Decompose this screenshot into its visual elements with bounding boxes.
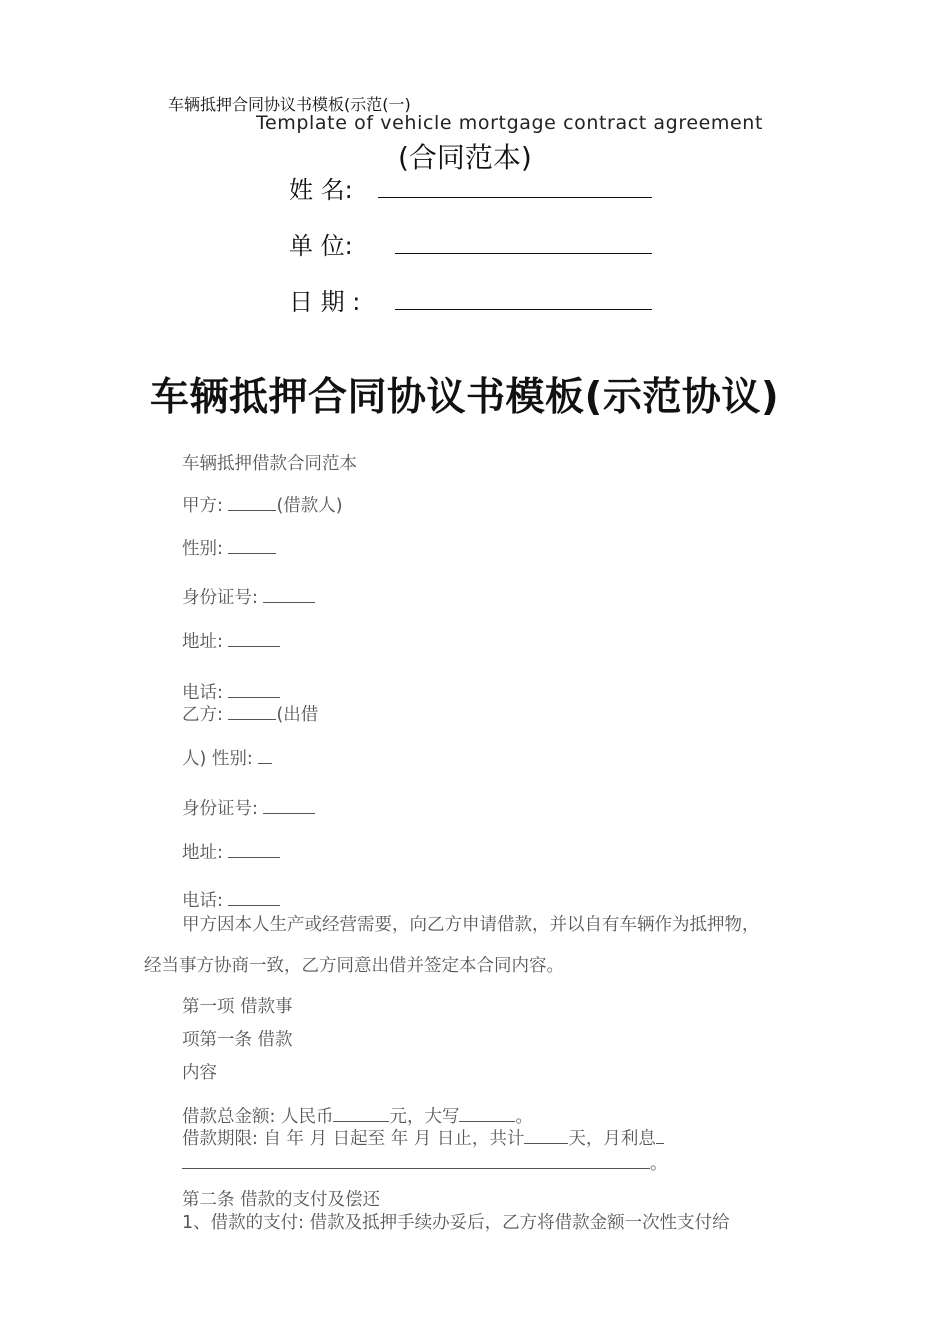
body-paragraph-2: 经当事方协商一致，乙方同意出借并签定本合同内容。 — [144, 956, 564, 976]
document-title: 车辆抵押合同协议书模板(示范协议) — [150, 375, 780, 420]
party-a-role: (借款人) — [276, 496, 343, 516]
loan-amount-label: 借款总金额: 人民币 — [182, 1107, 334, 1127]
body-line-party-b — [182, 701, 318, 726]
field-unit — [289, 226, 353, 261]
cover-header: 车辆抵押合同协议书模板(示范(一) — [168, 95, 411, 114]
loan-interest-line — [182, 1150, 668, 1175]
party-b-label: 乙方: — [182, 705, 223, 725]
phone-b-label: 电话: — [182, 891, 223, 911]
english-title: Template of vehicle mortgage contract agreement — [256, 112, 764, 134]
gender-blank — [228, 538, 276, 554]
section-2-heading: 第二条 借款的支付及偿还 — [182, 1190, 381, 1210]
loan-term-days-blank — [524, 1128, 568, 1144]
section-2-item-1: 1、借款的支付: 借款及抵押手续办妥后，乙方将借款金额一次性支付给 — [182, 1213, 730, 1233]
body-line-party-a — [182, 492, 343, 517]
phone-b-blank — [228, 890, 280, 906]
address-b-blank — [228, 842, 280, 858]
field-date-label: 日 期 : — [289, 288, 361, 316]
body-line-phone-b — [182, 887, 280, 912]
loan-term-interest-blank — [656, 1128, 664, 1144]
party-a-blank — [228, 495, 276, 511]
id-b-blank — [263, 798, 315, 814]
loan-amount-end: 。 — [515, 1107, 533, 1127]
body-line-gender — [182, 535, 276, 560]
field-unit-line — [395, 253, 652, 254]
party-b-role: (出借 — [276, 705, 319, 725]
gender-label: 性别: — [182, 539, 223, 559]
loan-term-label: 借款期限: 自 年 月 日起至 年 月 日止，共计 — [182, 1129, 525, 1149]
party-b-blank — [228, 704, 276, 720]
field-date-line — [395, 309, 652, 310]
phone-label: 电话: — [182, 683, 223, 703]
loan-term-interest-label: 天，月利息 — [568, 1129, 656, 1149]
section-1-heading: 第一项 借款事 — [182, 997, 293, 1017]
party-b-gender-label: 人) 性别: — [182, 749, 253, 769]
field-date — [289, 282, 360, 317]
id-label: 身份证号: — [182, 588, 258, 608]
id-blank — [263, 587, 315, 603]
field-unit-label: 单 位: — [289, 232, 353, 260]
field-name-label: 姓 名: — [289, 176, 353, 204]
body-line-1: 车辆抵押借款合同范本 — [182, 454, 357, 474]
phone-blank — [228, 682, 280, 698]
contract-subtitle: (合同范本) — [398, 141, 532, 174]
party-a-label: 甲方: — [182, 496, 223, 516]
loan-amount-blank — [333, 1106, 389, 1122]
section-1-content: 内容 — [182, 1063, 217, 1083]
id-b-label: 身份证号: — [182, 799, 258, 819]
body-line-party-b-gender — [182, 745, 272, 770]
body-paragraph-1: 甲方因本人生产或经营需要，向乙方申请借款，并以自有车辆作为抵押物， — [182, 915, 760, 935]
body-line-address — [182, 628, 280, 653]
field-name-line — [378, 197, 652, 198]
address-label: 地址: — [182, 632, 223, 652]
party-b-gender-blank — [258, 748, 272, 764]
loan-interest-blank — [182, 1153, 650, 1169]
loan-term-line — [182, 1125, 664, 1150]
address-b-label: 地址: — [182, 843, 223, 863]
loan-amount-caps-label: 元，大写 — [389, 1107, 460, 1127]
body-line-address-b — [182, 839, 280, 864]
body-line-id — [182, 584, 315, 609]
loan-interest-end: 。 — [650, 1154, 668, 1174]
field-name — [289, 170, 353, 205]
address-blank — [228, 631, 280, 647]
section-1-article: 项第一条 借款 — [182, 1030, 293, 1050]
body-line-id-b — [182, 795, 315, 820]
loan-amount-caps-blank — [459, 1106, 515, 1122]
